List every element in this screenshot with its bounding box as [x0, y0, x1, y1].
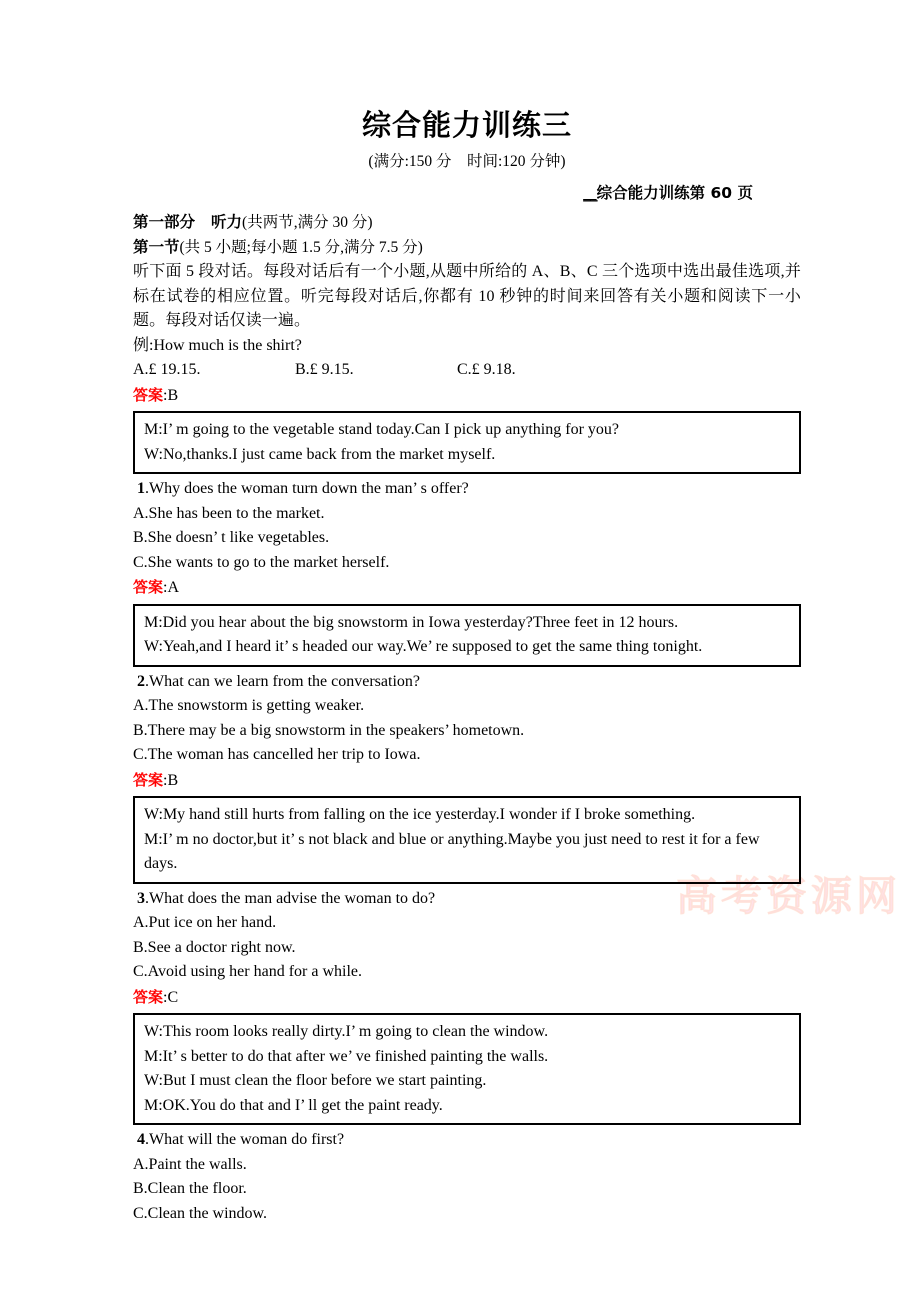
part-heading-label: 第一部分	[133, 213, 196, 231]
dialogue-box	[133, 796, 801, 884]
answer-line	[133, 985, 801, 1011]
example-option-c: C.£ 9.18.	[457, 361, 516, 378]
option-line: A.Paint the walls.	[133, 1155, 247, 1173]
option-line: B.There may be a big snowstorm in the speakers’ hometown.	[133, 721, 525, 739]
answer-line	[133, 575, 801, 601]
option-line: A.The snowstorm is getting weaker.	[133, 697, 365, 714]
option-line: C.Avoid using her hand for a while.	[133, 963, 362, 980]
question-line	[133, 670, 801, 695]
part-heading-detail: (共两节,满分 30 分)	[242, 214, 373, 231]
question-text: .What can we learn from the conversation?	[145, 672, 420, 690]
question-text: .What will the woman do first?	[145, 1131, 345, 1148]
dialogue-line: M:OK.You do that and I’ ll get the paint ready.	[144, 1096, 443, 1114]
answer-label: 答案	[133, 987, 164, 1006]
source-reference-text: 综合能力训练第 60 页	[596, 184, 753, 202]
example-prompt: 例:How much is the shirt?	[133, 336, 302, 354]
part-heading-label-2: 听力	[211, 213, 243, 231]
answer-separator: :	[163, 988, 168, 1006]
dialogue-line: M:I’ m no doctor,but it’ s not black and blue or anything.Maybe you just need to rest it for a few days.	[144, 830, 760, 872]
option-line: B.See a doctor right now.	[133, 938, 296, 956]
question-number: 1	[137, 480, 145, 497]
option-line: A.Put ice on her hand.	[133, 914, 277, 931]
dialogue-line: W:No,thanks.I just came back from the market myself.	[144, 445, 496, 463]
dialogue-box	[133, 411, 801, 474]
document-content	[133, 104, 801, 1226]
source-underscore: __	[583, 184, 597, 202]
watermark: 高考资源网	[676, 872, 901, 920]
instructions-paragraph: 听下面 5 段对话。每段对话后有一个小题,从题中所给的 A、B、C 三个选项中选出最佳选项,并标在试卷的相应位置。听完每段对话后,你都有 10 秒钟的时间来回答有关小题和阅读下一小题。每段对话仅读一遍。	[133, 263, 801, 329]
question-line	[133, 1128, 801, 1153]
section-heading-label: 第一节	[133, 238, 180, 256]
example-options	[133, 358, 801, 383]
part-heading	[133, 210, 801, 235]
page-title: 综合能力训练三	[361, 108, 572, 142]
option-line: B.She doesn’ t like vegetables.	[133, 529, 330, 546]
answer-value: B	[167, 771, 179, 789]
section-heading-detail: (共 5 小题;每小题 1.5 分,满分 7.5 分)	[179, 239, 423, 256]
dialogue-line: W:Yeah,and I heard it’ s headed our way.We’ re supposed to get the same thing tonight.	[144, 638, 703, 655]
answer-line	[133, 768, 801, 794]
question-text: .What does the man advise the woman to do?	[145, 889, 436, 907]
dialogue-line: W:This room looks really dirty.I’ m going to clean the window.	[144, 1023, 549, 1040]
question-line	[133, 477, 801, 502]
option-line: B.Clean the floor.	[133, 1180, 247, 1197]
example-answer-value: B	[167, 386, 179, 404]
dialogue-box	[133, 1013, 801, 1125]
option-line: C.Clean the window.	[133, 1204, 268, 1222]
question-text: .Why does the woman turn down the man’ s offer?	[145, 480, 469, 497]
question-line	[133, 887, 801, 912]
option-line: C.The woman has cancelled her trip to Iowa.	[133, 746, 421, 763]
example-answer-label: 答案	[133, 385, 164, 404]
dialogue-line: M:I’ m going to the vegetable stand today.Can I pick up anything for you?	[144, 421, 619, 438]
answer-label: 答案	[133, 770, 164, 789]
dialogue-line: W:My hand still hurts from falling on the ice yesterday.I wonder if I broke something.	[144, 806, 696, 823]
exam-subtitle: (满分:150 分 时间:120 分钟)	[368, 153, 566, 170]
dialogue-line: M:Did you hear about the big snowstorm in Iowa yesterday?Three feet in 12 hours.	[144, 613, 679, 631]
question-number: 2	[137, 672, 145, 690]
example-answer	[133, 383, 801, 409]
example-answer-separator: :	[163, 386, 168, 404]
answer-value: A	[167, 579, 180, 596]
example-option-a: A.£ 19.15.	[133, 361, 201, 378]
dialogue-line: W:But I must clean the floor before we start painting.	[144, 1072, 487, 1089]
question-number: 3	[137, 889, 145, 907]
answer-label: 答案	[133, 578, 164, 596]
option-line: C.She wants to go to the market herself.	[133, 553, 390, 571]
example-option-b: B.£ 9.15.	[295, 361, 354, 378]
section-heading	[133, 235, 801, 260]
option-line: A.She has been to the market.	[133, 504, 325, 522]
dialogue-line: M:It’ s better to do that after we’ ve finished painting the walls.	[144, 1047, 549, 1065]
answer-separator: :	[163, 579, 168, 596]
dialogue-box	[133, 604, 801, 667]
question-number: 4	[137, 1131, 145, 1148]
source-reference	[133, 180, 801, 206]
answer-separator: :	[163, 771, 168, 789]
answer-value: C	[167, 988, 179, 1006]
